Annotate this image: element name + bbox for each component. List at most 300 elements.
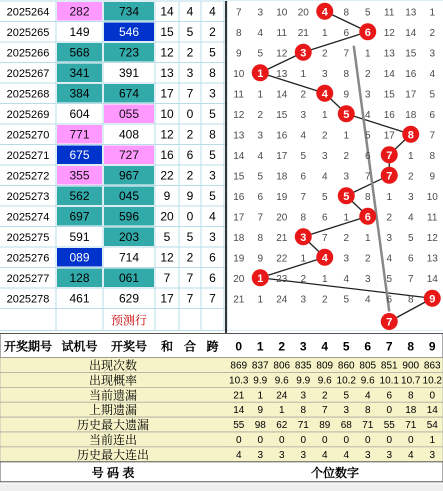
stat-value: 0: [364, 434, 371, 446]
sum-value: 10: [160, 106, 174, 121]
miss-count: 3: [300, 109, 307, 121]
miss-count: 20: [276, 212, 288, 224]
draw-number: 727: [118, 147, 140, 162]
trend-ball-digit: 6: [364, 26, 371, 39]
draw-number: 714: [118, 250, 140, 265]
header-digit: 1: [256, 339, 264, 354]
miss-count: 12: [383, 27, 395, 39]
miss-count: 6: [343, 27, 350, 39]
miss-count: 17: [233, 212, 245, 224]
miss-count: 3: [429, 48, 436, 60]
kua-value: 8: [209, 127, 216, 142]
miss-count: 4: [429, 68, 436, 80]
stat-label: 出现次数: [88, 358, 138, 373]
trend-ball-digit: 9: [429, 293, 436, 306]
stat-value: 71: [362, 420, 374, 432]
miss-count: 5: [364, 130, 371, 142]
stat-value: 54: [426, 420, 438, 432]
sum-value: 15: [160, 24, 174, 39]
miss-count: 4: [386, 253, 393, 265]
stat-label: 上期遗漏: [88, 403, 138, 418]
miss-count: 10: [233, 68, 245, 80]
miss-count: 6: [386, 294, 393, 306]
prediction-label: 预测行: [110, 313, 148, 328]
kua-value: 3: [209, 229, 216, 244]
stat-value: 0: [257, 434, 264, 446]
he-value: 0: [186, 106, 194, 121]
issue-number: 2025272: [6, 170, 50, 183]
stat-value: 4: [407, 449, 414, 461]
miss-count: 2: [321, 48, 328, 60]
stat-row-bg: [0, 432, 443, 447]
trend-ball-digit: 7: [386, 170, 393, 183]
sum-value: 20: [160, 209, 174, 224]
kua-value: 7: [209, 291, 216, 306]
kua-value: 5: [209, 106, 216, 121]
miss-count: 7: [235, 7, 242, 19]
miss-count: 1: [407, 150, 414, 162]
draw-number: 546: [118, 24, 140, 39]
miss-count: 9: [429, 171, 436, 183]
stat-value: 4: [343, 449, 350, 461]
stat-value: 0: [407, 434, 414, 446]
miss-count: 2: [364, 68, 371, 80]
miss-count: 3: [300, 294, 307, 306]
bottom-bar: [0, 484, 443, 491]
issue-number: 2025275: [6, 231, 50, 244]
stat-label: 历史最大连出: [76, 447, 150, 462]
prediction-ball-digit: 7: [386, 316, 393, 329]
miss-count: 3: [257, 7, 264, 19]
test-number: 697: [69, 209, 90, 224]
sum-value: 12: [160, 250, 174, 265]
miss-count: 21: [233, 294, 245, 306]
miss-count: 6: [321, 212, 328, 224]
footer-bg: [0, 462, 443, 482]
miss-count: 4: [300, 130, 307, 142]
miss-count: 4: [407, 212, 414, 224]
stat-value: 4: [364, 390, 371, 402]
issue-number: 2025264: [6, 6, 50, 19]
he-value: 9: [186, 188, 194, 203]
stat-value: 9.9: [253, 375, 268, 387]
stat-value: 10.7: [401, 375, 421, 387]
miss-count: 1: [429, 7, 436, 19]
miss-count: 1: [364, 232, 371, 244]
miss-count: 8: [407, 294, 414, 306]
stat-value: 4: [235, 449, 242, 461]
kua-value: 4: [209, 209, 216, 224]
test-number: 771: [69, 127, 90, 142]
miss-count: 14: [426, 273, 438, 285]
miss-count: 5: [407, 232, 414, 244]
miss-count: 22: [276, 253, 288, 265]
miss-count: 5: [364, 7, 371, 19]
miss-count: 3: [321, 68, 328, 80]
trend-ball-digit: 3: [300, 47, 307, 60]
miss-count: 3: [407, 191, 414, 203]
miss-count: 2: [343, 232, 350, 244]
miss-count: 7: [407, 273, 414, 285]
stat-value: 55: [383, 420, 395, 432]
stat-value: 9.9: [296, 375, 311, 387]
stat-row-bg: [0, 417, 443, 432]
miss-count: 15: [276, 109, 288, 121]
stat-value: 3: [278, 449, 285, 461]
issue-number: 2025270: [6, 129, 50, 142]
miss-count: 2: [343, 150, 350, 162]
kua-value: 4: [209, 4, 216, 19]
miss-count: 21: [276, 232, 288, 244]
stat-row-bg: [0, 358, 443, 373]
miss-count: 1: [364, 48, 371, 60]
miss-count: 10: [426, 191, 438, 203]
miss-count: 11: [427, 212, 438, 224]
miss-count: 3: [343, 171, 350, 183]
header-kua: 跨: [206, 339, 219, 354]
test-number: 604: [69, 106, 90, 121]
test-number: 128: [69, 270, 90, 285]
stat-value: 18: [405, 405, 417, 417]
stat-value: 8: [300, 405, 307, 417]
test-number: 282: [69, 4, 90, 19]
he-value: 7: [186, 86, 194, 101]
stat-value: 1: [257, 390, 264, 402]
he-value: 7: [186, 270, 194, 285]
stat-value: 10.3: [229, 375, 249, 387]
miss-count: 1: [321, 273, 328, 285]
stat-value: 71: [297, 420, 309, 432]
stat-value: 809: [316, 360, 334, 372]
kua-value: 6: [209, 250, 216, 265]
miss-count: 16: [405, 68, 417, 80]
miss-count: 2: [429, 27, 436, 39]
miss-count: 13: [233, 130, 245, 142]
miss-count: 4: [364, 109, 371, 121]
stat-value: 3: [300, 390, 307, 402]
stat-value: 0: [429, 390, 436, 402]
miss-count: 1: [257, 294, 264, 306]
stat-value: 3: [364, 449, 371, 461]
stat-value: 3: [386, 449, 393, 461]
stat-label: 出现概率: [88, 373, 138, 388]
header-digit: 4: [321, 339, 329, 354]
stat-value: 6: [386, 390, 393, 402]
miss-count: 1: [343, 130, 350, 142]
stat-value: 8: [407, 390, 414, 402]
miss-count: 4: [321, 171, 328, 183]
stat-value: 806: [273, 360, 291, 372]
miss-count: 10: [276, 7, 288, 19]
miss-count: 6: [407, 253, 414, 265]
miss-count: 1: [300, 68, 307, 80]
miss-count: 5: [300, 150, 307, 162]
stat-value: 869: [230, 360, 248, 372]
miss-count: 3: [321, 150, 328, 162]
issue-number: 2025273: [6, 190, 50, 203]
issue-number: 2025269: [6, 108, 50, 121]
stat-value: 5: [343, 390, 350, 402]
stat-value: 9: [257, 405, 264, 417]
miss-count: 13: [405, 7, 417, 19]
miss-count: 15: [233, 171, 245, 183]
miss-count: 13: [276, 68, 288, 80]
draw-number: 674: [118, 86, 140, 101]
stat-value: 863: [423, 360, 441, 372]
miss-count: 12: [233, 109, 245, 121]
sum-value: 12: [160, 45, 174, 60]
kua-value: 5: [209, 45, 216, 60]
miss-count: 5: [429, 89, 436, 101]
miss-count: 7: [321, 232, 328, 244]
header-digit: 3: [299, 339, 307, 354]
miss-count: 17: [405, 89, 417, 101]
miss-count: 9: [343, 89, 350, 101]
miss-count: 7: [257, 212, 264, 224]
trend-ball-digit: 4: [321, 88, 328, 101]
miss-count: 17: [276, 150, 288, 162]
sum-value: 17: [160, 291, 174, 306]
header-digit: 8: [407, 339, 415, 354]
miss-count: 4: [257, 150, 264, 162]
kua-value: 8: [209, 65, 216, 80]
miss-count: 2: [364, 253, 371, 265]
miss-count: 16: [276, 130, 288, 142]
miss-count: 8: [429, 150, 436, 162]
header-draw: 开奖号: [110, 339, 148, 354]
miss-count: 8: [257, 232, 264, 244]
test-number: 562: [69, 188, 90, 203]
draw-number: 723: [118, 45, 140, 60]
stat-value: 1: [278, 405, 285, 417]
miss-count: 14: [405, 27, 417, 39]
trend-ball-digit: 1: [257, 272, 264, 285]
stat-value: 21: [233, 390, 245, 402]
miss-count: 16: [233, 191, 245, 203]
miss-count: 12: [426, 232, 438, 244]
miss-count: 13: [383, 48, 395, 60]
stat-value: 71: [405, 420, 417, 432]
kua-value: 2: [209, 24, 216, 39]
miss-count: 18: [233, 232, 245, 244]
sum-value: 22: [160, 168, 174, 183]
test-number: 355: [69, 168, 90, 183]
trend-ball-digit: 1: [257, 67, 264, 80]
miss-count: 11: [276, 27, 287, 39]
stat-value: 55: [233, 420, 245, 432]
trend-ball-digit: 3: [300, 231, 307, 244]
sum-value: 5: [163, 229, 171, 244]
kua-value: 5: [209, 188, 216, 203]
miss-count: 16: [383, 109, 395, 121]
miss-count: 1: [321, 109, 328, 121]
stat-value: 9.6: [360, 375, 375, 387]
stat-value: 9.6: [317, 375, 332, 387]
test-number: 341: [69, 65, 90, 80]
stat-value: 98: [254, 420, 266, 432]
miss-count: 8: [235, 27, 242, 39]
sum-value: 17: [160, 86, 174, 101]
he-value: 2: [186, 250, 194, 265]
footer-right-label: 个位数字: [310, 465, 360, 480]
test-number: 384: [69, 86, 90, 101]
stat-value: 9.6: [274, 375, 289, 387]
miss-count: 19: [233, 253, 245, 265]
miss-count: 1: [321, 27, 328, 39]
stat-value: 0: [321, 434, 328, 446]
miss-count: 12: [276, 48, 288, 60]
stat-label: 当前连出: [88, 432, 138, 447]
stat-value: 10.2: [336, 375, 356, 387]
issue-number: 2025266: [6, 47, 50, 60]
miss-count: 24: [276, 294, 288, 306]
trend-ball-digit: 5: [343, 190, 350, 203]
miss-count: 5: [321, 191, 328, 203]
stat-value: 837: [251, 360, 269, 372]
miss-count: 2: [257, 109, 264, 121]
miss-count: 5: [386, 273, 393, 285]
issue-number: 2025274: [6, 211, 50, 224]
sum-value: 13: [160, 65, 174, 80]
stat-label: 当前遗漏: [88, 388, 138, 403]
he-value: 6: [186, 147, 194, 162]
issue-number: 2025267: [6, 67, 50, 80]
miss-count: 14: [233, 150, 245, 162]
stat-value: 10.1: [379, 375, 399, 387]
miss-count: 6: [300, 171, 307, 183]
miss-count: 9: [235, 48, 242, 60]
he-value: 5: [186, 229, 194, 244]
miss-count: 21: [297, 27, 309, 39]
miss-count: 4: [364, 294, 371, 306]
miss-count: 7: [343, 48, 350, 60]
sum-value: 9: [163, 188, 171, 203]
issue-number: 2025276: [6, 252, 50, 265]
miss-count: 2: [300, 89, 307, 101]
header-digit: 0: [235, 339, 243, 354]
stat-value: 4: [321, 449, 328, 461]
miss-count: 4: [343, 273, 350, 285]
sum-value: 12: [160, 127, 174, 142]
stat-value: 68: [340, 420, 352, 432]
stat-value: 0: [278, 434, 285, 446]
test-number: 568: [69, 45, 90, 60]
trend-ball-digit: 6: [364, 211, 371, 224]
header-digit: 9: [428, 339, 436, 354]
he-value: 0: [186, 209, 194, 224]
miss-count: 5: [257, 48, 264, 60]
he-value: 5: [186, 24, 194, 39]
stat-row-bg: [0, 402, 443, 417]
stat-value: 3: [429, 449, 436, 461]
draw-number: 045: [118, 188, 140, 203]
stat-value: 62: [276, 420, 288, 432]
trend-ball-digit: 5: [343, 108, 350, 121]
draw-number: 408: [118, 127, 140, 142]
issue-number: 2025271: [6, 149, 50, 162]
test-number: 089: [69, 250, 90, 265]
header-digit: 6: [364, 339, 372, 354]
miss-count: 3: [364, 89, 371, 101]
he-value: 4: [186, 4, 194, 19]
header-digit: 2: [278, 339, 286, 354]
miss-count: 9: [257, 253, 264, 265]
stat-value: 3: [257, 449, 264, 461]
stat-label: 历史最大遗漏: [76, 418, 150, 433]
stat-value: 851: [380, 360, 398, 372]
miss-count: 3: [257, 130, 264, 142]
miss-count: 7: [364, 171, 371, 183]
stat-value: 835: [294, 360, 312, 372]
miss-count: 11: [233, 89, 244, 101]
miss-count: 2: [300, 273, 307, 285]
stat-value: 1: [429, 434, 436, 446]
miss-count: 3: [386, 232, 393, 244]
header-sum: 和: [160, 339, 174, 354]
stat-value: 805: [359, 360, 377, 372]
miss-count: 3: [343, 253, 350, 265]
miss-count: 2: [321, 130, 328, 142]
stat-row-bg: [0, 372, 443, 387]
header-he: 合: [183, 339, 197, 354]
miss-count: 20: [297, 7, 309, 19]
he-value: 2: [186, 127, 194, 142]
kua-value: 3: [209, 168, 216, 183]
draw-number: 629: [118, 291, 140, 306]
miss-count: 8: [343, 7, 350, 19]
stat-row-bg: [0, 447, 443, 462]
he-value: 2: [186, 45, 194, 60]
miss-count: 14: [276, 89, 288, 101]
stat-value: 14: [426, 405, 438, 417]
draw-number: 596: [118, 209, 140, 224]
draw-number: 391: [118, 65, 140, 80]
miss-count: 1: [343, 212, 350, 224]
draw-number: 967: [118, 168, 140, 183]
miss-count: 6: [364, 150, 371, 162]
stat-value: 0: [235, 434, 242, 446]
miss-count: 15: [405, 48, 417, 60]
trend-ball-digit: 8: [407, 129, 414, 142]
miss-count: 8: [343, 68, 350, 80]
miss-count: 19: [276, 191, 288, 203]
draw-number: 055: [118, 106, 140, 121]
miss-count: 13: [426, 253, 438, 265]
test-number: 461: [69, 291, 90, 306]
miss-count: 11: [384, 7, 395, 19]
sum-value: 14: [160, 4, 174, 19]
miss-count: 14: [383, 68, 395, 80]
miss-count: 17: [383, 130, 395, 142]
stat-value: 14: [233, 405, 245, 417]
miss-count: 5: [343, 294, 350, 306]
miss-count: 23: [276, 273, 288, 285]
miss-count: 18: [405, 109, 417, 121]
stat-value: 10.2: [422, 375, 442, 387]
stat-value: 24: [276, 390, 288, 402]
miss-count: 8: [300, 212, 307, 224]
he-value: 7: [186, 291, 194, 306]
miss-count: 1: [257, 89, 264, 101]
miss-count: 3: [364, 273, 371, 285]
miss-count: 5: [257, 171, 264, 183]
miss-count: 4: [257, 27, 264, 39]
issue-number: 2025277: [6, 272, 50, 285]
test-number: 675: [69, 147, 90, 162]
miss-count: 2: [386, 212, 393, 224]
miss-count: 15: [383, 89, 395, 101]
header-test: 试机号: [61, 339, 98, 354]
